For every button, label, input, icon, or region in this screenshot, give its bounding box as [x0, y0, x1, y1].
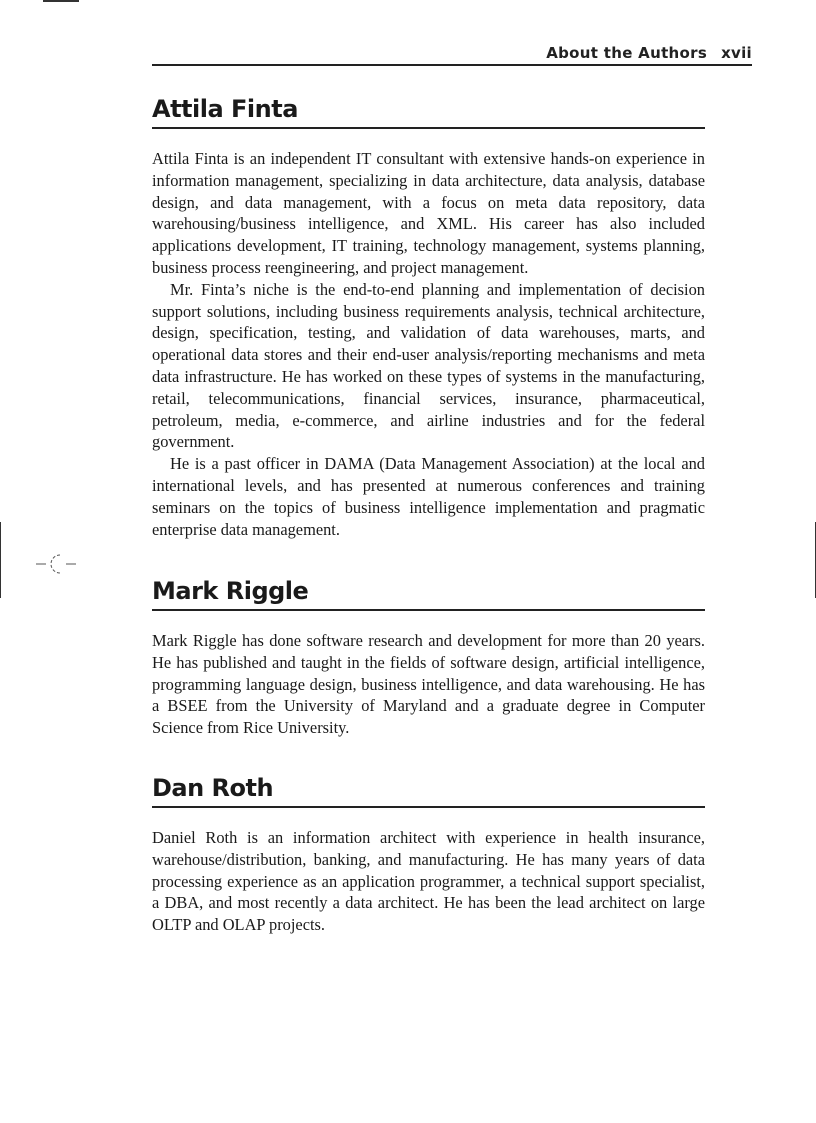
registration-mark-icon	[36, 549, 80, 579]
running-head	[152, 42, 752, 66]
bio-paragraph: Daniel Roth is an information architect with experience in health insurance, warehouse/distribution, banking, and manufacturing. He has many years of data processing experience as an application programmer, a technical support specialist, a DBA, and most recently a data architect. He has been the lead architect on large OLTP and OLAP projects.	[152, 828, 705, 935]
author-section-roth	[152, 772, 705, 936]
author-section-finta	[152, 93, 705, 540]
bio-paragraph: Mr. Finta’s niche is the end-to-end planning and implementation of decision support solutions, including business requirements analysis, technical architecture, design, specification, testing, and validation of data warehouses, marts, and operational data stores and their end-user analysis/reporting mechanisms and meta data infrastructure. He has worked on these types of systems in the manufacturing, retail, telecommunications, financial services, insurance, pharmaceutical, petroleum, media, e-commerce, and airline industries and for the federal government.	[152, 279, 705, 452]
bio-paragraph: He is a past officer in DAMA (Data Management Association) at the local and international levels, and has presented at numerous conferences and training seminars on the topics of business intelligence implementation and pragmatic enterprise data management.	[152, 454, 705, 539]
author-heading: Attila Finta	[152, 93, 705, 129]
page-number: xvii	[721, 44, 752, 62]
bio-paragraph: Mark Riggle has done software research and development for more than 20 years. He has published and taught in the fields of software design, artificial intelligence, programming language design, business intelligence, and data warehousing. He has a BSEE from the University of Maryland and a graduate degree in Computer Science from Rice University.	[152, 631, 705, 738]
author-bio	[152, 630, 705, 739]
bio-paragraph: Attila Finta is an independent IT consultant with extensive hands-on experience in information management, specializing in data architecture, data analysis, database design, and data management, with a focus on meta data repository, data warehousing/business intelligence, and XML. His career has also included applications development, IT training, technology management, systems planning, business process reengineering, and project management.	[152, 149, 705, 277]
top-crop-rule	[43, 0, 79, 2]
author-bio	[152, 148, 705, 540]
left-margin-rule	[0, 522, 1, 598]
author-section-riggle	[152, 575, 705, 739]
running-head-title: About the Authors	[546, 44, 708, 62]
author-heading: Mark Riggle	[152, 575, 705, 611]
author-bio	[152, 827, 705, 936]
author-heading: Dan Roth	[152, 772, 705, 808]
